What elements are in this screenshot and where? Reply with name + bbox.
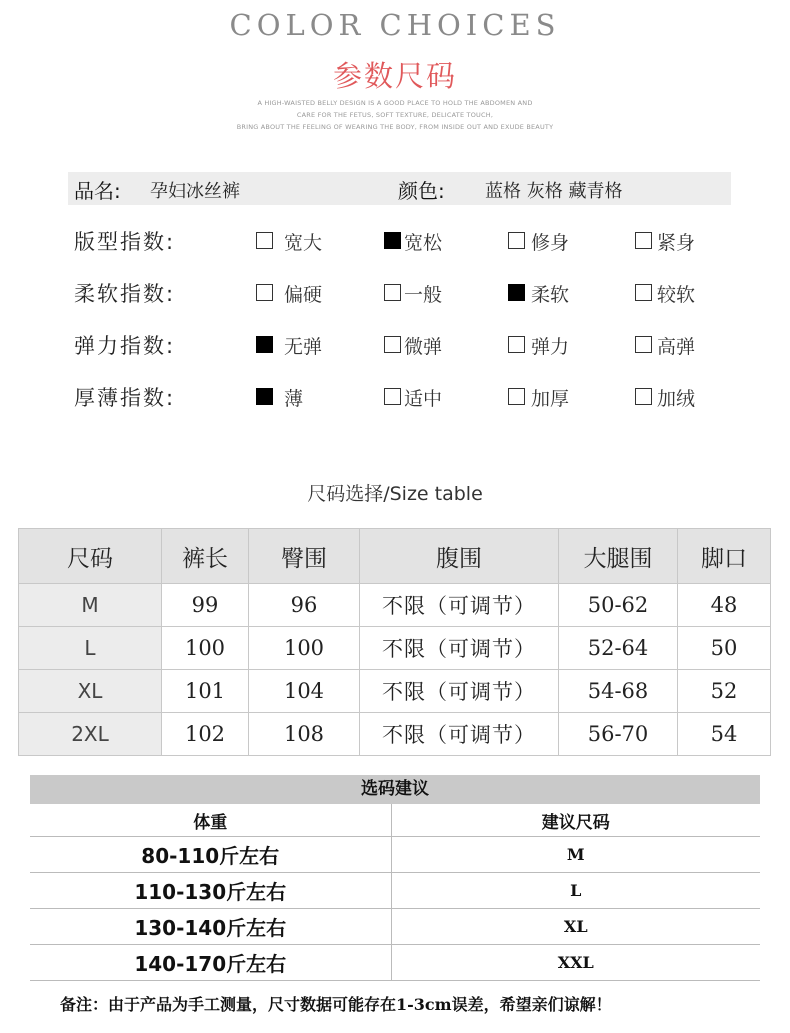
header-size: 尺码 [19,529,162,584]
unchecked-box-icon [384,284,401,301]
measurement-note: 备注：由于产品为手工测量，尺寸数据可能存在1-3cm误差，希望亲们谅解！ [60,995,612,1014]
weight-cell: 110-130斤左右 [30,873,391,909]
hip-cell: 96 [249,584,360,627]
suggested-size-cell: XXL [391,945,760,981]
unchecked-box-icon [508,336,525,353]
unchecked-box-icon [256,284,273,301]
length-cell: 99 [162,584,249,627]
header-hem: 脚口 [678,529,771,584]
attribute-option-label: 较软 [657,284,696,306]
attribute-option-label: 一般 [404,284,443,306]
size-table-header [19,529,771,584]
table-row [19,670,771,713]
size-cell: 2XL [19,713,162,756]
size-table-title: 尺码选择/Size table [307,483,483,505]
color-label: 颜色: [398,179,445,203]
tagline-line-1: A HIGH-WAISTED BELLY DESIGN IS A GOOD PLACE TO HOLD THE ABDOMEN AND [257,99,533,107]
checked-box-icon [384,232,401,249]
attribute-option-label: 修身 [531,232,570,254]
attribute-option-label: 适中 [404,388,443,410]
weight-cell: 130-140斤左右 [30,909,391,945]
table-row [30,909,760,945]
attribute-option-label: 偏硬 [284,284,323,306]
attribute-option-label: 宽大 [284,232,323,254]
attribute-option-label: 薄 [284,388,304,410]
table-row [19,584,771,627]
size-recommendation-table [30,804,760,981]
unchecked-box-icon [635,232,652,249]
length-cell: 101 [162,670,249,713]
size-table [18,528,771,756]
hip-cell: 108 [249,713,360,756]
hem-cell: 52 [678,670,771,713]
attribute-rating-panel [0,0,790,440]
thigh-cell: 54-68 [559,670,678,713]
attribute-option-label: 微弹 [404,336,443,358]
hem-cell: 54 [678,713,771,756]
header-thigh: 大腿围 [559,529,678,584]
size-cell: M [19,584,162,627]
checked-box-icon [508,284,525,301]
checked-box-icon [256,388,273,405]
product-name-label: 品名: [74,179,121,203]
attribute-option-label: 加厚 [531,388,570,410]
color-value: 蓝格 灰格 藏青格 [485,181,623,202]
header-hip: 臀围 [249,529,360,584]
attribute-option-label: 加绒 [657,388,696,410]
attribute-option-label: 宽松 [404,232,443,254]
suggested-size-cell: XL [391,909,760,945]
hip-cell: 104 [249,670,360,713]
belly-cell: 不限（可调节） [360,670,559,713]
table-row [30,873,760,909]
header-weight: 体重 [30,804,391,837]
recommendation-header [30,804,760,837]
attribute-label: 弹力指数: [74,334,176,358]
attribute-option-label: 弹力 [531,336,570,358]
header-belly: 腹围 [360,529,559,584]
checked-box-icon [256,336,273,353]
belly-cell: 不限（可调节） [360,627,559,670]
table-row [30,837,760,873]
title-chinese: 参数尺码 [332,59,457,93]
length-cell: 102 [162,713,249,756]
unchecked-box-icon [508,388,525,405]
unchecked-box-icon [508,232,525,249]
attribute-label: 版型指数: [74,230,176,254]
belly-cell: 不限（可调节） [360,713,559,756]
weight-cell: 80-110斤左右 [30,837,391,873]
hem-cell: 50 [678,627,771,670]
product-name-value: 孕妇冰丝裤 [150,181,240,202]
weight-cell: 140-170斤左右 [30,945,391,981]
thigh-cell: 52-64 [559,627,678,670]
table-row [30,945,760,981]
suggested-size-cell: L [391,873,760,909]
unchecked-box-icon [635,336,652,353]
size-cell: XL [19,670,162,713]
header-suggested-size: 建议尺码 [391,804,760,837]
table-row [19,627,771,670]
suggested-size-cell: M [391,837,760,873]
thigh-cell: 50-62 [559,584,678,627]
length-cell: 100 [162,627,249,670]
attribute-label: 厚薄指数: [74,386,176,410]
belly-cell: 不限（可调节） [360,584,559,627]
unchecked-box-icon [384,388,401,405]
unchecked-box-icon [256,232,273,249]
hem-cell: 48 [678,584,771,627]
tagline-line-2: CARE FOR THE FETUS, SOFT TEXTURE, DELICATE TOUCH, [296,111,494,119]
title-english: COLOR CHOICES [229,8,561,42]
unchecked-box-icon [384,336,401,353]
attribute-option-label: 无弹 [284,336,323,358]
table-row [19,713,771,756]
attribute-option-label: 紧身 [657,232,696,254]
size-cell: L [19,627,162,670]
hip-cell: 100 [249,627,360,670]
attribute-option-label: 柔软 [531,284,570,306]
thigh-cell: 56-70 [559,713,678,756]
unchecked-box-icon [635,284,652,301]
size-recommendation-title: 选码建议 [30,775,760,804]
attribute-option-label: 高弹 [657,336,696,358]
unchecked-box-icon [635,388,652,405]
attribute-label: 柔软指数: [74,282,176,306]
header-length: 裤长 [162,529,249,584]
tagline-line-3: BRING ABOUT THE FEELING OF WEARING THE BODY, FROM INSIDE OUT AND EXUDE BEAUTY [236,123,554,131]
